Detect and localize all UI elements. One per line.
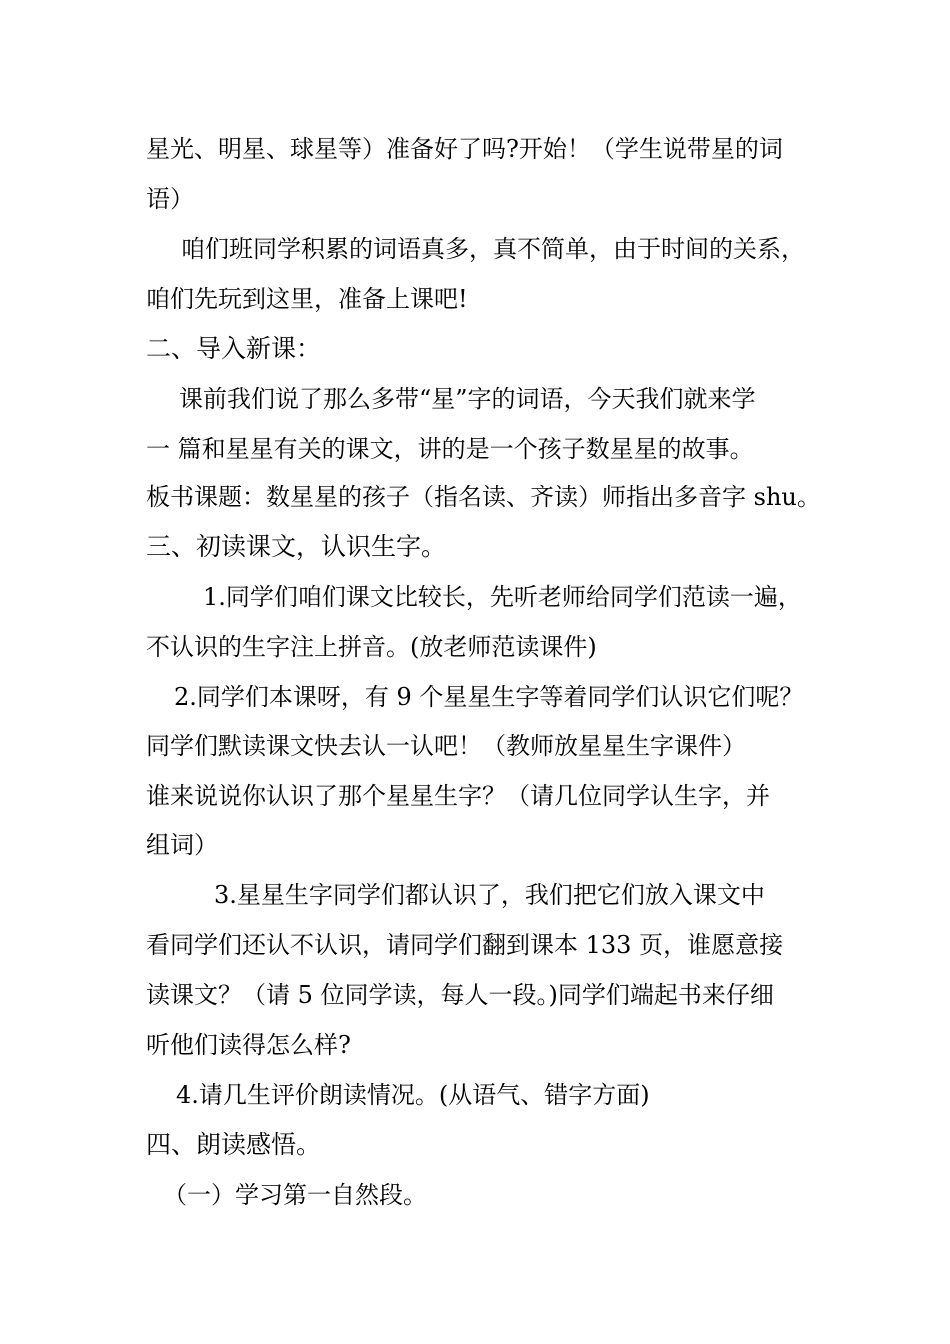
text-line-1: 星光、明星、球星等）准备好了吗?开始！（学生说带星的词 bbox=[146, 135, 783, 163]
text-line-15: 组词） bbox=[146, 831, 218, 859]
text-line-17: 看同学们还认不认识，请同学们翻到课本 133 页，谁愿意接 bbox=[146, 931, 784, 959]
text-line-18: 读课文？（请 5 位同学读，每人一段。)同学们端起书来仔细 bbox=[146, 981, 774, 1009]
text-line-8: 板书课题：数星星的孩子（指名读、齐读）师指出多音字 shu。 bbox=[146, 483, 821, 511]
text-line-20: 4.请几生评价朗读情况。(从语气、错字方面) bbox=[176, 1081, 650, 1109]
text-line-3: 咱们班同学积累的词语真多，真不简单，由于时间的关系， bbox=[181, 235, 805, 263]
text-line-13: 同学们默读课文快去认一认吧！（教师放星星生字课件） bbox=[146, 732, 746, 760]
text-line-10: 1.同学们咱们课文比较长，先听老师给同学们范读一遍， bbox=[203, 583, 802, 611]
text-line-14: 谁来说说你认识了那个星星生字？（请几位同学认生字，并 bbox=[146, 782, 770, 810]
text-line-2: 语） bbox=[146, 185, 194, 213]
section-heading-4: 四、朗读感悟。 bbox=[146, 1130, 322, 1159]
text-line-6: 课前我们说了那么多带“星”字的词语，今天我们就来学 bbox=[179, 385, 756, 413]
section-heading-3: 三、初读课文，认识生字。 bbox=[146, 532, 447, 561]
text-line-11: 不认识的生字注上拼音。(放老师范读课件) bbox=[146, 633, 597, 661]
text-line-4: 咱们先玩到这里，准备上课吧! bbox=[146, 285, 468, 313]
text-line-16: 3.星星生字同学们都认识了，我们把它们放入课文中 bbox=[214, 881, 765, 909]
section-heading-2: 二、导入新课： bbox=[146, 334, 322, 363]
text-line-19: 听他们读得怎么样? bbox=[146, 1031, 351, 1059]
text-line-7: 一 篇和星星有关的课文，讲的是一个孩子数星星的故事。 bbox=[146, 435, 754, 463]
text-line-12: 2.同学们本课呀，有 9 个星星生字等着同学们认识它们呢？ bbox=[174, 683, 804, 711]
subsection-heading-1: （一）学习第一自然段。 bbox=[163, 1181, 427, 1209]
